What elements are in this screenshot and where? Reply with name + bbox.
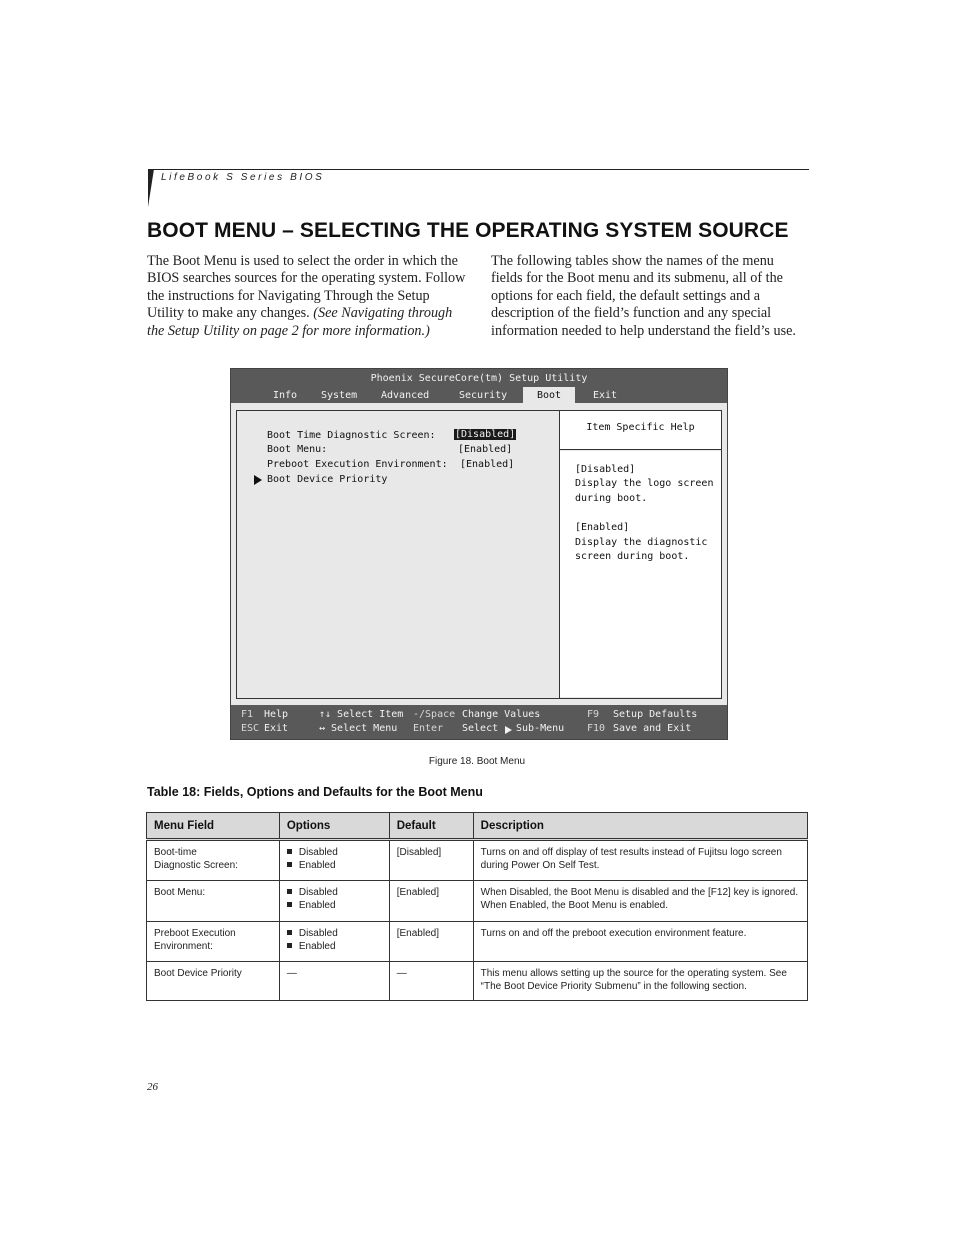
key-esc-label: Exit [264,723,289,734]
cell-options [279,881,389,922]
bios-menubar [231,387,727,403]
cell-description: Turns on and off the preboot execution environment feature. [473,922,807,962]
key-f1-label: Help [264,709,289,720]
option-text: Disabled [298,887,338,898]
bios-value-boot-time-diagnostic[interactable]: [Disabled] [455,429,516,440]
table-row [147,962,808,1001]
cell-description: When Disabled, the Boot Menu is disabled and the [F12] key is ignored. When Enabled, the Boot Menu is enabled. [473,881,807,922]
bios-main-panel [236,410,722,699]
key-enter: Enter [413,723,444,734]
bios-tab-system[interactable]: System [321,390,358,401]
bullet-square-icon [287,849,292,854]
key-f10-label: Save and Exit [613,723,692,734]
option-item [287,940,382,953]
key-select-item: ↑↓ Select Item [319,709,404,720]
bios-value-boot-menu[interactable]: [Enabled] [458,444,513,455]
key-select-menu: ↔ Select Menu [319,723,398,734]
key-f10: F10 [587,723,606,734]
cell-field: Boot Device Priority [147,962,280,1001]
header-options: Options [279,813,389,840]
header-tab-mark [148,169,154,207]
key-enter-submenu: Sub-Menu [516,723,565,734]
cell-default: [Enabled] [389,881,473,922]
help-line: screen during boot. [575,551,690,562]
bullet-square-icon [287,930,292,935]
cell-options: — [279,962,389,1001]
cell-field: Boot Menu: [147,881,280,922]
option-text: Disabled [298,928,338,939]
help-line: during boot. [575,493,648,504]
key-esc: ESC [241,723,260,734]
key-f1: F1 [241,709,254,720]
bios-value-preboot-execution[interactable]: [Enabled] [460,459,515,470]
bullet-square-icon [287,943,292,948]
table-row [147,922,808,962]
help-line: Display the logo screen [575,478,714,489]
intro-right-paragraph: The following tables show the names of the menu fields for the Boot menu and its submenu, all of the options for each field, the default settings and a description of the field’s function and any special information needed to help understand the field’s use. [491,253,796,339]
key-enter-select: Select [462,723,499,734]
page-number: 26 [147,1081,158,1093]
bios-row-boot-device-priority[interactable]: Boot Device Priority [267,474,388,485]
cell-description: Turns on and off display of test results instead of Fujitsu logo screen during Power On Self Test. [473,840,807,881]
submenu-arrow-icon [505,726,512,734]
help-line: [Disabled] [575,464,636,475]
bios-tab-boot[interactable]: Boot [523,387,575,403]
bios-tab-info[interactable]: Info [273,390,298,401]
bios-help-text [560,451,721,697]
header-description: Description [473,813,807,840]
figure-caption: Figure 18. Boot Menu [428,756,526,767]
bios-tab-security[interactable]: Security [459,390,508,401]
cell-options [279,840,389,881]
cell-default: [Enabled] [389,922,473,962]
bios-row-boot-menu[interactable]: Boot Menu: [267,444,328,455]
bios-row-preboot-execution[interactable]: Preboot Execution Environment: [267,459,448,470]
header-rule [148,169,809,170]
option-item [287,886,382,899]
bios-screen [230,368,728,740]
key-f9-label: Setup Defaults [613,709,698,720]
option-text: Disabled [298,847,338,858]
option-text: Enabled [298,900,336,911]
cell-field: Boot-time Diagnostic Screen: [147,840,280,881]
key-space-label: Change Values [462,709,541,720]
table-row [147,881,808,922]
bios-title: Phoenix SecureCore(tm) Setup Utility [231,369,727,387]
intro-left-text: The Boot Menu is used to select the order in which the BIOS searches sources for the operating system. Follow the instructions for Navigating Through the Setup Utility to make any changes. [147,253,466,322]
bios-tab-advanced[interactable]: Advanced [381,390,430,401]
option-text: Enabled [298,941,336,952]
cell-default: — [389,962,473,1001]
key-f9: F9 [587,709,600,720]
option-item [287,846,382,859]
header-default: Default [389,813,473,840]
bullet-square-icon [287,862,292,867]
bullet-square-icon [287,902,292,907]
help-line: Display the diagnostic [575,537,708,548]
bios-tab-exit[interactable]: Exit [593,390,618,401]
key-space: -/Space [413,709,456,720]
cell-default: [Disabled] [389,840,473,881]
help-line: [Enabled] [575,522,630,533]
option-item [287,899,382,912]
header-menu-field: Menu Field [147,813,280,840]
submenu-arrow-icon [254,475,262,485]
table-title: Table 18: Fields, Options and Defaults for the Boot Menu [147,785,483,799]
option-item [287,859,382,872]
bullet-square-icon [287,889,292,894]
bios-row-boot-time-diagnostic[interactable]: Boot Time Diagnostic Screen: [267,430,436,441]
table-row [147,840,808,881]
boot-menu-fields-table [146,812,808,1001]
intro-left-reference: (See Navigating through the Setup Utility on page 2 for more information.) [147,305,453,339]
option-text: Enabled [298,860,336,871]
cell-field: Preboot Execution Environment: [147,922,280,962]
bios-help-title: Item Specific Help [560,411,721,450]
running-header: LifeBook S Series BIOS [161,172,325,183]
bios-key-legend [231,705,727,739]
cell-options [279,922,389,962]
intro-left-paragraph [147,253,467,340]
option-item [287,927,382,940]
page-title: BOOT MENU – SELECTING THE OPERATING SYSTEM SOURCE [147,219,789,242]
cell-description: This menu allows setting up the source for the operating system. See “The Boot Device Priority Submenu” in the following section. [473,962,807,1001]
table-header-row [147,813,808,840]
